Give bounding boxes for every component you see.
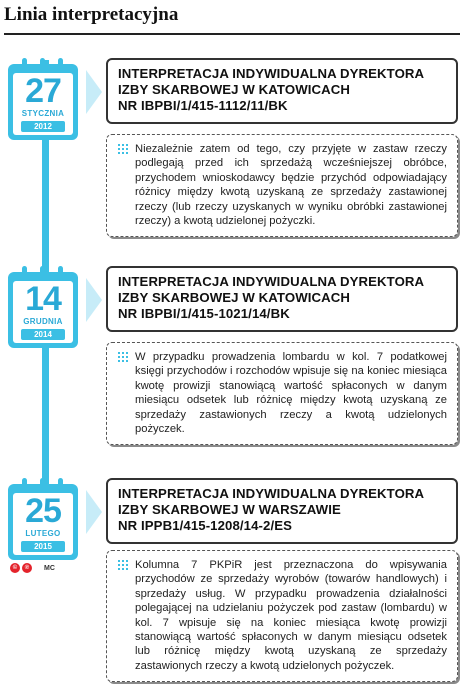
excerpt-text: Kolumna 7 PKPiR jest przeznaczona do wpisywania przychodów ze sprzedaży wyrobów (towarów handlowych) i sprzedaży usług. W przypadku prowadzenia działalności polegającej na udzielaniu pożyczek pod zastaw (lombardu) w kol. 7 wpisuje się na koniec miesiąca kwotę prowizji stanowiącą wartość spłaconych w danym miesiącu odsetek lub różnicę między kwotą uzyskaną ze sprzedaży zastawionych rzeczy a kwotą udzielonych pożyczek. — [135, 559, 447, 672]
calendar-day: 14 — [25, 280, 61, 318]
calendar-month: LUTEGO — [25, 529, 61, 538]
heading-line: IZBY SKARBOWEJ W WARSZAWIE — [118, 502, 341, 517]
timeline-entry — [0, 478, 464, 688]
heading-line: INTERPRETACJA INDYWIDUALNA DYREKTORA — [118, 486, 425, 501]
heading-line: IZBY SKARBOWEJ W KATOWICACH — [118, 82, 351, 97]
interpretation-excerpt — [106, 550, 458, 682]
calendar-icon — [8, 478, 78, 560]
page-title: Linia interpretacyjna — [4, 4, 179, 25]
calendar-icon — [8, 266, 78, 348]
interpretation-heading — [106, 478, 458, 544]
excerpt-text: Niezależnie zatem od tego, czy przyjęte w zastaw rzeczy podlegają przed ich sprzedażą wcześniejszej obróbce, przychodem wnioskodawcy będzie przychód odpowiadający różnicy między kwotą uzyskaną ze sprzedaży zastawionej rzeczy (lub rzeczy uzyskanych w wyniku obróbki zastawionej rzeczy) a kwotą udzielonej pożyczki. — [135, 143, 447, 228]
phonogram-icon: ℗ — [22, 563, 32, 573]
pointer-arrow-icon — [86, 278, 102, 322]
calendar-icon — [8, 58, 78, 140]
pointer-arrow-icon — [86, 70, 102, 114]
calendar-day: 27 — [25, 72, 61, 110]
calendar-body — [8, 484, 78, 560]
calendar-body — [8, 272, 78, 348]
calendar-month: GRUDNIA — [23, 317, 63, 326]
calendar-page — [13, 281, 73, 343]
excerpt-text: W przypadku prowadzenia lombardu w kol. 7 podatkowej księgi przychodów i rozchodów wpisuje się na koniec miesiąca kwotę prowizji stanowiącą wartość spłaconych w danym miesiącu odsetek lub różnicę między kwotą uzyskaną ze sprzedaży zastawionych rzeczy a kwotą udzielonych pożyczek. — [135, 351, 447, 436]
heading-line: NR IPPB1/415-1208/14-2/ES — [118, 518, 293, 533]
interpretation-excerpt — [106, 342, 458, 445]
calendar-body — [8, 64, 78, 140]
timeline-entry — [0, 58, 464, 268]
calendar-year: 2012 — [21, 121, 65, 132]
calendar-year: 2015 — [21, 541, 65, 552]
heading-line: IZBY SKARBOWEJ W KATOWICACH — [118, 290, 351, 305]
calendar-month: STYCZNIA — [21, 109, 65, 118]
title-rule — [4, 33, 460, 35]
calendar-page — [13, 73, 73, 135]
heading-line: NR IBPBI/1/415-1112/11/BK — [118, 98, 288, 113]
interpretation-heading — [106, 266, 458, 332]
dots-grid-icon — [118, 560, 128, 570]
heading-line: INTERPRETACJA INDYWIDUALNA DYREKTORA — [118, 274, 425, 289]
calendar-year: 2014 — [21, 329, 65, 340]
dots-grid-icon — [118, 352, 128, 362]
interpretation-excerpt — [106, 134, 458, 237]
heading-line: NR IBPBI/1/415-1021/14/BK — [118, 306, 290, 321]
dots-grid-icon — [118, 144, 128, 154]
pointer-arrow-icon — [86, 490, 102, 534]
heading-line: INTERPRETACJA INDYWIDUALNA DYREKTORA — [118, 66, 425, 81]
credit-footer — [10, 563, 55, 573]
timeline-entry — [0, 266, 464, 476]
author-initials: MC — [44, 564, 55, 572]
copyright-icon: © — [10, 563, 20, 573]
calendar-page — [13, 493, 73, 555]
interpretation-heading — [106, 58, 458, 124]
calendar-day: 25 — [25, 492, 61, 530]
